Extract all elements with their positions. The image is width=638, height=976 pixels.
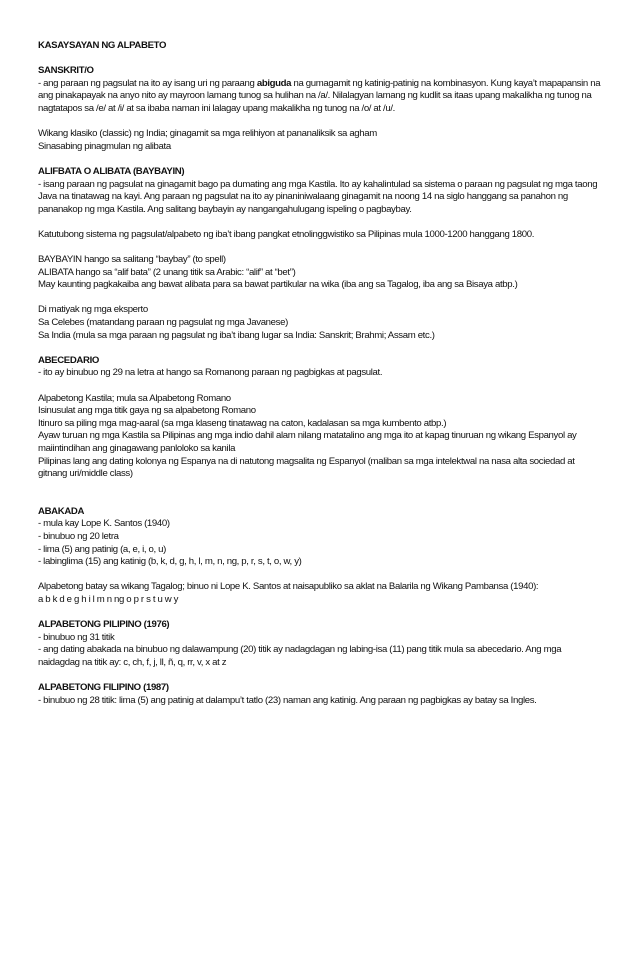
abakada-line: - binubuo ng 20 letra — [38, 530, 119, 542]
abakada-paragraph: Alpabetong batay sa wikang Tagalog; binuo ni Lope K. Santos at naisapubliko sa aklat na Balarila ng Wikang Pambansa (1940): — [38, 581, 539, 593]
alibata-heading: ALIFBATA O ALIBATA (BAYBAYIN) — [38, 165, 185, 177]
filipino-heading: ALPABETONG FILIPINO (1987) — [38, 682, 169, 694]
abecedario-line: Ayaw turuan ng mga Kastila sa Pilipinas ang mga indio dahil alam nilang matatalino ang mga ito at kapag tinuruan ng wikang Espanyol ay maiintindihan ang ginagawang panloloko sa kanila — [38, 430, 577, 454]
abecedario-line: Alpabetong Kastila; mula sa Alpabetong Romano — [38, 392, 231, 404]
abakada-line: - labinglima (15) ang katinig (b, k, d, g, h, l, m, n, ng, p, r, s, t, o, w, y) — [38, 556, 302, 568]
abakada-line: - mula kay Lope K. Santos (1940) — [38, 518, 170, 530]
abakada-line: - lima (5) ang patinig (a, e, i, o, u) — [38, 543, 167, 555]
sanskrit-paragraph — [38, 78, 604, 116]
sanskrit-heading: SANSKRIT/O — [38, 65, 94, 77]
pilipino-heading: ALPABETONG PILIPINO (1976) — [38, 619, 170, 631]
alibata-line: May kaunting pagkakaiba ang bawat alibata para sa bawat partikular na wika (iba ang sa Tagalog, iba ang sa Bisaya atbp.) — [38, 279, 518, 291]
sanskrit-line: Sinasabing pinagmulan ng alibata — [38, 140, 171, 152]
abakada-heading: ABAKADA — [38, 505, 85, 517]
sanskrit-line: Wikang klasiko (classic) ng India; ginagamit sa mga relihiyon at pananaliksik sa agham — [38, 128, 377, 140]
alibata-line: Di matiyak ng mga eksperto — [38, 304, 148, 316]
abecedario-line: Pilipinas lang ang dating kolonya ng Espanya na di natutong magsalita ng Espanyol (maliban sa mga intelektwal na nasa alta sociedad at gitnang uri/middle class) — [38, 455, 575, 480]
alibata-line: Sa Celebes (matandang paraan ng pagsulat ng mga Javanese) — [38, 317, 288, 329]
sanskrit-text-pre: - ang paraan ng pagsulat na ito ay isang uri ng paraang — [38, 77, 257, 89]
alibata-line: Sa India (mula sa mga paraan ng pagsulat ng iba’t ibang lugar sa India: Sanskrit; Brahmi; Assam etc.) — [38, 329, 435, 341]
document-page — [38, 40, 604, 707]
abecedario-heading: ABECEDARIO — [38, 354, 99, 366]
sanskrit-text-post: na gumagamit ng katinig-patinig na kombinasyon. Kung kaya’t mapapansin na ang pinakapayak na anyo nito ay mayroon lamang tunog sa hulihan na /a/. Nilalagyan lamang ng kudlit sa itaas upang makalikha ng tunog na nagtatapos sa /e/ at /i/ at sa ibaba naman ini lalagay upang makalikha ng tunog na /o/ at /u/. — [38, 77, 601, 114]
abecedario-line: Isinusulat ang mga titik gaya ng sa alpabetong Romano — [38, 405, 256, 417]
abakada-letters: a b k d e g h i l m n ng o p r s t u w y — [38, 593, 179, 605]
alibata-line: ALIBATA hango sa “alif bata” (2 unang titik sa Arabic: “alif” at “bet”) — [38, 266, 296, 278]
abecedario-paragraph: - ito ay binubuo ng 29 na letra at hango sa Romanong paraan ng pagbigkas at pagsulat. — [38, 367, 383, 379]
abecedario-line: Itinuro sa piling mga mag-aaral (sa mga klaseng tinatawag na caton, kadalasan sa mga kumbento atbp.) — [38, 417, 447, 429]
alibata-paragraph: Katutubong sistema ng pagsulat/alpabeto ng iba’t ibang pangkat etnolinggwistiko sa Pilipinas mula 1000-1200 hanggang 1800. — [38, 228, 535, 240]
sanskrit-text-bold: abiguda — [256, 77, 292, 89]
filipino-line: - binubuo ng 28 titik: lima (5) ang patinig at dalampu’t tatlo (23) naman ang katinig. Ang paraan ng pagbigkas ay batay sa Ingles. — [38, 694, 537, 706]
document-title: KASAYSAYAN NG ALPABETO — [38, 40, 167, 51]
pilipino-line: - binubuo ng 31 titik — [38, 631, 115, 643]
pilipino-line: - ang dating abakada na binubuo ng dalawampung (20) titik ay nadagdagan ng labing-isa (11) pang titik mula sa abecedario. Ang mga naidagdag na titik ay: c, ch, f, j, ll, ñ, q, rr, v, x at z — [38, 644, 562, 668]
alibata-paragraph: - isang paraan ng pagsulat na ginagamit bago pa dumating ang mga Kastila. Ito ay kahalintulad sa sistema o paraan ng pagsulat ng mga taong Java na tinatawag na kayi. Ang paraan ng pagsulat na ito ay pinaniniwalaang ginagamit na noong 14 na siglo hanggang sa panahon ng pananakop ng mga Kastila. Ang salitang baybayin ay nangangahulugang ispeling o pagbaybay. — [38, 178, 598, 215]
alibata-line: BAYBAYIN hango sa salitang “baybay” (to spell) — [38, 254, 226, 266]
